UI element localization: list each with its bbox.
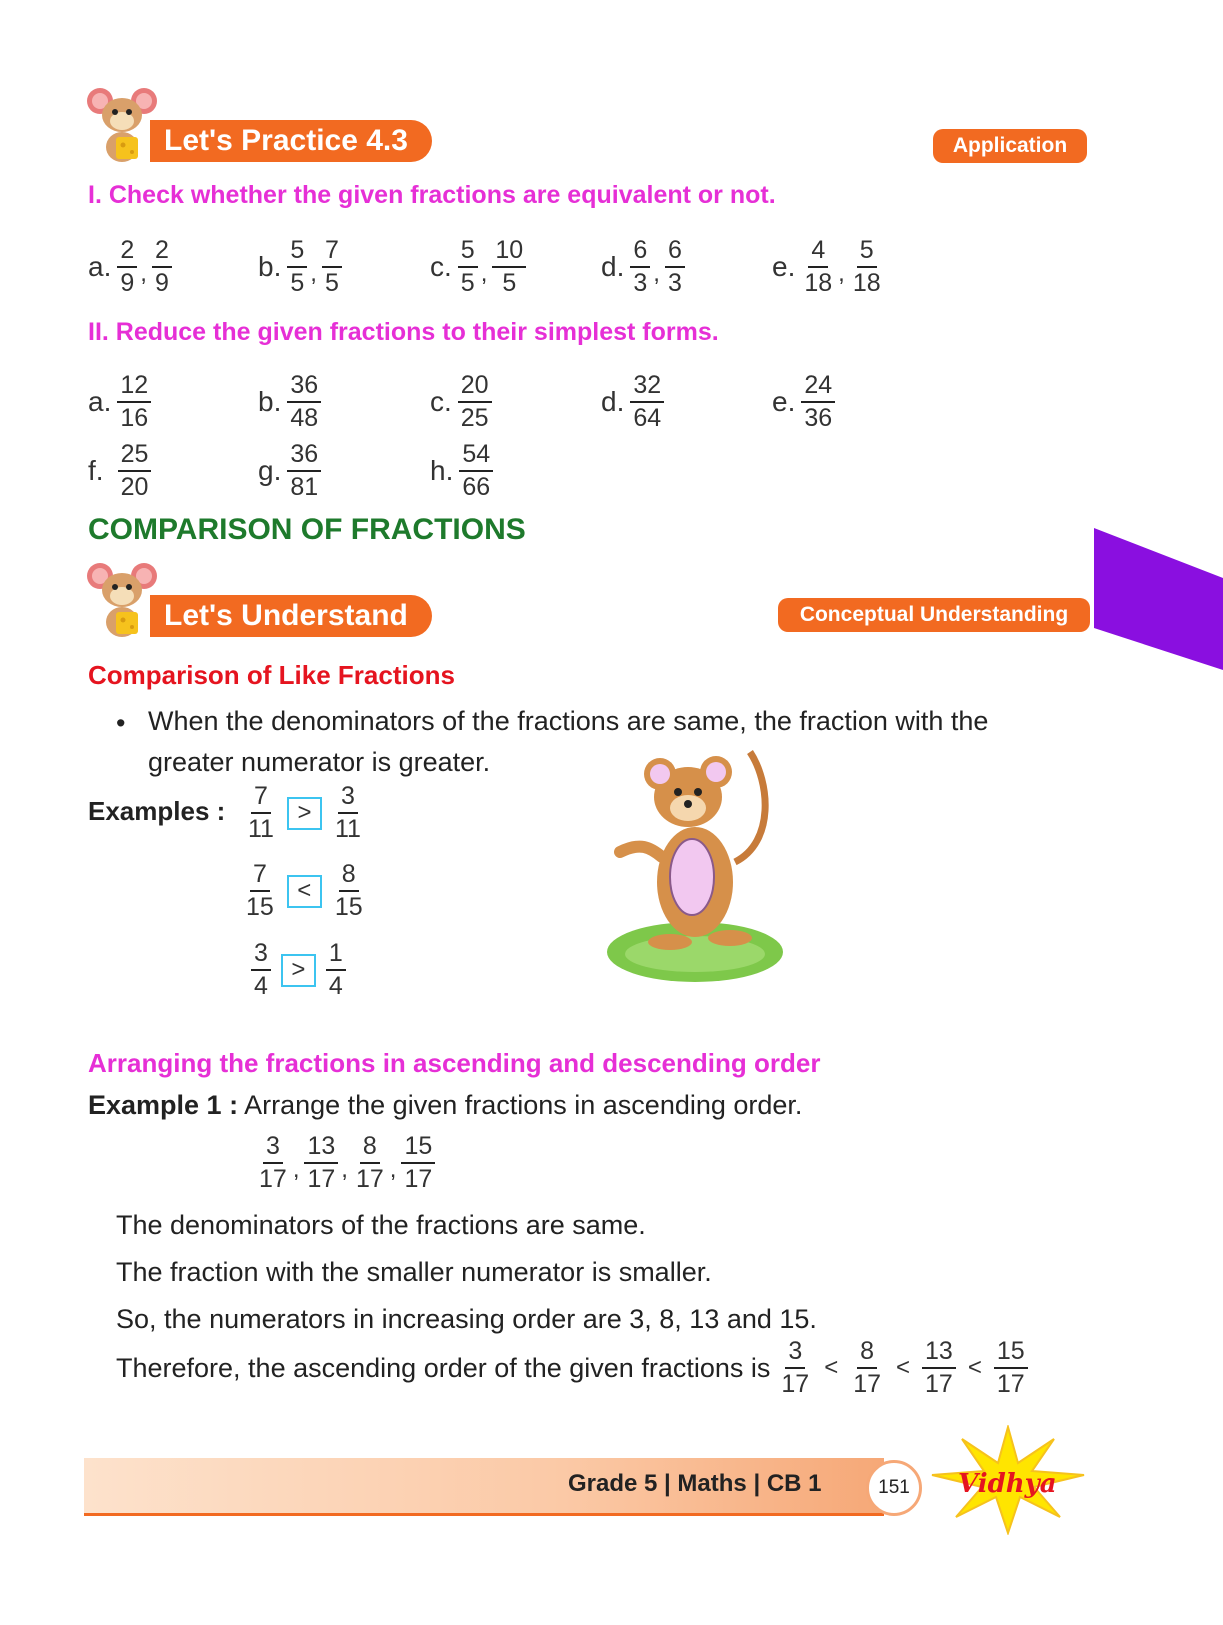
fraction: $\frac{6}{3}$ [665, 238, 685, 296]
conceptual-tag: Conceptual Understanding [778, 598, 1090, 632]
footer-text: Grade 5 | Maths | CB 1 [568, 1470, 822, 1497]
fraction: $\frac{15}{17}$ [401, 1134, 435, 1192]
fraction: $\frac{7}{11}$ [248, 782, 274, 843]
fraction: $\frac{15}{17}$ [994, 1339, 1028, 1397]
example1-fractions: $\frac{3}{17}$ , $\frac{13}{17}$ , $\frac{8}{17}$ , $\frac{15}{17}$ [254, 1134, 437, 1192]
fraction: $\frac{6}{3}$ [630, 238, 650, 296]
application-tag: Application [933, 129, 1087, 163]
comparison-symbol-box: > [287, 797, 322, 830]
fraction: $\frac{8}{15}$ [334, 860, 363, 921]
item-label: b. [258, 386, 282, 417]
examples-label: Examples : [88, 796, 226, 826]
fraction: $\frac{2}{9}$ [117, 238, 137, 296]
comparison-symbol-box: < [287, 875, 322, 908]
example1-text: Arrange the given fractions in ascending order. [238, 1090, 803, 1120]
item-label: b. [258, 251, 282, 282]
bullet-marker: • [116, 708, 126, 738]
fraction: $\frac{3}{17}$ [781, 1337, 810, 1398]
fraction: $\frac{36}{48}$ [287, 373, 321, 431]
item-label: a. [88, 386, 112, 417]
practice-title: Let's Practice 4.3 [164, 124, 408, 157]
brand-name: Vidhya [958, 1469, 1057, 1499]
bullet-text-line1: When the denominators of the fractions are same, the fraction with the [148, 706, 989, 736]
fraction: $\frac{54}{66}$ [459, 442, 493, 500]
example1-line [88, 1090, 802, 1121]
understand-title: Let's Understand [164, 599, 408, 632]
reduce-item-a [88, 373, 153, 431]
like-fractions-heading: Comparison of Like Fractions [88, 660, 455, 690]
side-tab-marker [1094, 528, 1223, 670]
less-than-symbol: < [824, 1354, 839, 1381]
page-number [866, 1460, 922, 1516]
section1-heading: I. Check whether the given fractions are equivalent or not. [88, 181, 776, 209]
fraction: $\frac{10}{5}$ [492, 238, 526, 296]
equiv-item-d: d. $\frac{6}{3}$ , $\frac{6}{3}$ [601, 238, 687, 296]
mouse-illustration [600, 742, 785, 987]
reduce-item-b [258, 373, 323, 431]
fraction: $\frac{3}{17}$ [259, 1132, 287, 1193]
equiv-item-e: e. $\frac{4}{18}$ , $\frac{5}{18}$ [772, 238, 886, 296]
fraction: $\frac{24}{36}$ [801, 373, 835, 431]
vidhya-logo [928, 1425, 1088, 1535]
comparison-symbol-box: > [281, 954, 316, 987]
fraction: $\frac{20}{25}$ [458, 373, 492, 431]
example-row-1 [243, 784, 366, 842]
item-label: c. [430, 251, 452, 282]
item-label: g. [258, 455, 282, 486]
fraction: $\frac{2}{9}$ [152, 238, 172, 296]
fraction: $\frac{4}{18}$ [804, 236, 833, 297]
explanation-line3: So, the numerators in increasing order are 3, 8, 13 and 15. [116, 1304, 817, 1334]
item-label: e. [772, 386, 796, 417]
less-than-symbol: < [967, 1354, 982, 1381]
fraction: $\frac{25}{20}$ [118, 442, 152, 500]
item-label: e. [772, 251, 796, 282]
fraction: $\frac{3}{11}$ [334, 782, 361, 843]
reduce-item-e [772, 373, 837, 431]
fraction: $\frac{36}{81}$ [287, 442, 321, 500]
mouse-mascot-icon [86, 560, 158, 640]
item-label: a. [88, 251, 112, 282]
equiv-item-b: b. $\frac{5}{5}$ , $\frac{7}{5}$ [258, 238, 344, 296]
practice-header [150, 120, 432, 162]
fraction: $\frac{32}{64}$ [630, 373, 664, 431]
example-row-2 [241, 862, 368, 920]
arranging-heading: Arranging the fractions in ascending and descending order [88, 1048, 821, 1078]
fraction: $\frac{8}{17}$ [355, 1132, 384, 1193]
page-number-text: 151 [878, 1477, 910, 1498]
explanation-line1: The denominators of the fractions are same. [116, 1210, 646, 1240]
fraction: $\frac{1}{4}$ [326, 941, 346, 999]
comparison-heading: COMPARISON OF FRACTIONS [88, 513, 526, 546]
fraction: $\frac{13}{17}$ [304, 1134, 338, 1192]
fraction: $\frac{5}{18}$ [852, 236, 881, 297]
fraction: $\frac{8}{17}$ [853, 1337, 882, 1398]
equiv-item-a: a. $\frac{2}{9}$ , $\frac{2}{9}$ [88, 238, 174, 296]
fraction: $\frac{7}{15}$ [246, 860, 274, 921]
fraction: $\frac{5}{5}$ [287, 238, 307, 296]
fraction: $\frac{13}{17}$ [922, 1339, 956, 1397]
fraction: $\frac{12}{16}$ [117, 373, 151, 431]
equiv-item-c: c. $\frac{5}{5}$ , $\frac{10}{5}$ [430, 238, 528, 296]
explanation-line4-text: Therefore, the ascending order of the given fractions is [116, 1352, 771, 1383]
example-row-3 [249, 941, 348, 999]
fraction: $\frac{3}{4}$ [251, 941, 271, 999]
less-than-symbol: < [896, 1354, 911, 1381]
example1-label: Example 1 : [88, 1090, 239, 1120]
understand-header [150, 595, 432, 637]
bullet-text-line2: greater numerator is greater. [148, 747, 491, 777]
mouse-mascot-icon [86, 85, 158, 165]
reduce-item-g [258, 442, 323, 500]
item-label: f. [88, 455, 104, 486]
reduce-item-h [430, 442, 495, 500]
item-label: c. [430, 386, 452, 417]
fraction: $\frac{7}{5}$ [322, 238, 342, 296]
section2-heading: II. Reduce the given fractions to their simplest forms. [88, 318, 719, 346]
item-label: d. [601, 386, 625, 417]
fraction: $\frac{5}{5}$ [458, 238, 478, 296]
item-label: h. [430, 455, 454, 486]
reduce-item-d [601, 373, 666, 431]
explanation-line2: The fraction with the smaller numerator is smaller. [116, 1257, 712, 1287]
explanation-line4 [116, 1339, 1030, 1397]
reduce-item-c [430, 373, 494, 431]
reduce-item-f [88, 442, 153, 500]
item-label: d. [601, 251, 625, 282]
